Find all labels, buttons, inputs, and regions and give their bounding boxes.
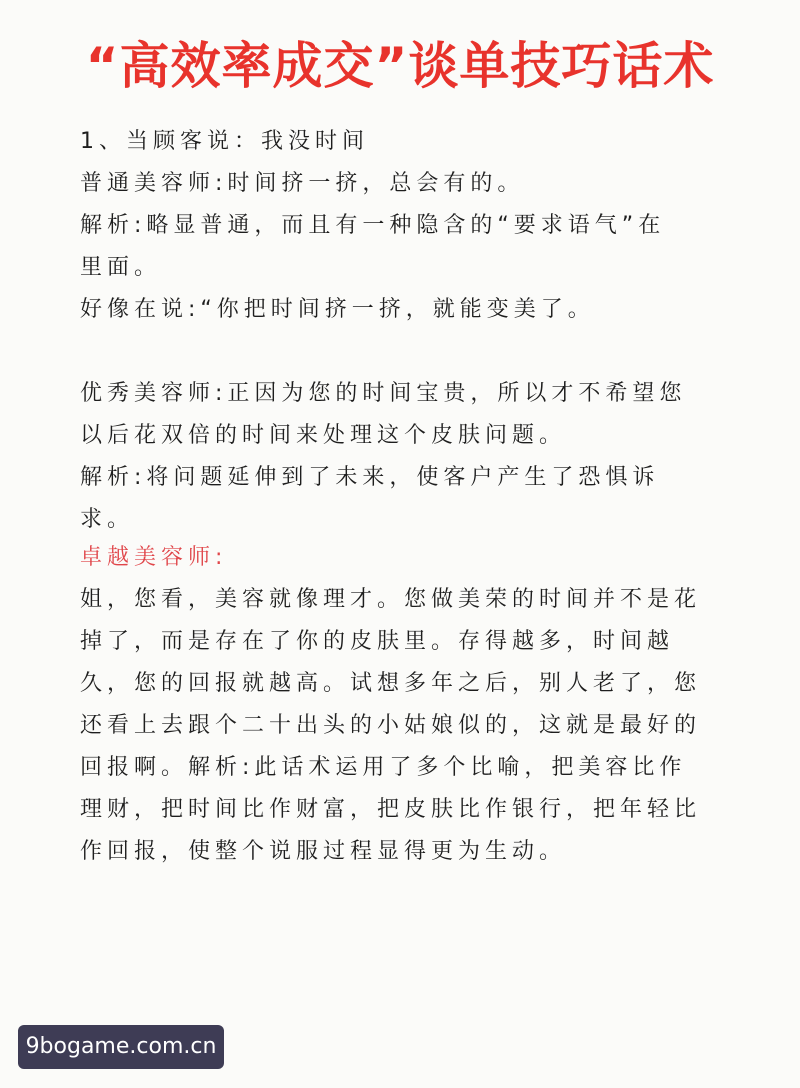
analysis-line: 解析:将问题延伸到了未来，使客户产生了恐惧诉 [80, 465, 660, 490]
analysis-line: 好像在说:“你把时间挤一挤，就能变美了。 [80, 297, 595, 322]
outstanding-answer: 姐，您看，美容就像理才。您做美荣的时间并不是花 [80, 587, 702, 612]
outstanding-answer: 还看上去跟个二十出头的小姑娘似的，这就是最好的 [80, 713, 702, 738]
outstanding-answer: 理财，把时间比作财富，把皮肤比作银行，把年轻比 [80, 797, 702, 822]
analysis-line: 求。 [80, 507, 135, 532]
outstanding-answer: 掉了，而是存在了你的皮肤里。存得越多，时间越 [80, 629, 675, 654]
question-heading: 1、当顾客说：我没时间 [80, 129, 369, 154]
excellent-answer: 优秀美容师:正因为您的时间宝贵，所以才不希望您 [80, 381, 687, 406]
outstanding-answer: 久，您的回报就越高。试想多年之后，别人老了，您 [80, 671, 702, 696]
analysis-line: 解析:略显普通，而且有一种隐含的“要求语气”在 [80, 213, 666, 238]
excellent-answer: 以后花双倍的时间来处理这个皮肤问题。 [80, 423, 567, 448]
page-title: “高效率成交”谈单技巧话术 [85, 37, 715, 95]
analysis-line: 里面。 [80, 255, 162, 280]
outstanding-answer: 作回报，使整个说服过程显得更为生动。 [80, 839, 567, 864]
outstanding-heading: 卓越美容师: [80, 545, 228, 570]
ordinary-answer: 普通美容师:时间挤一挤，总会有的。 [80, 171, 525, 196]
outstanding-answer: 回报啊。解析:此话术运用了多个比喻，把美容比作 [80, 755, 687, 780]
watermark-badge: 9bogame.com.cn [18, 1025, 224, 1069]
